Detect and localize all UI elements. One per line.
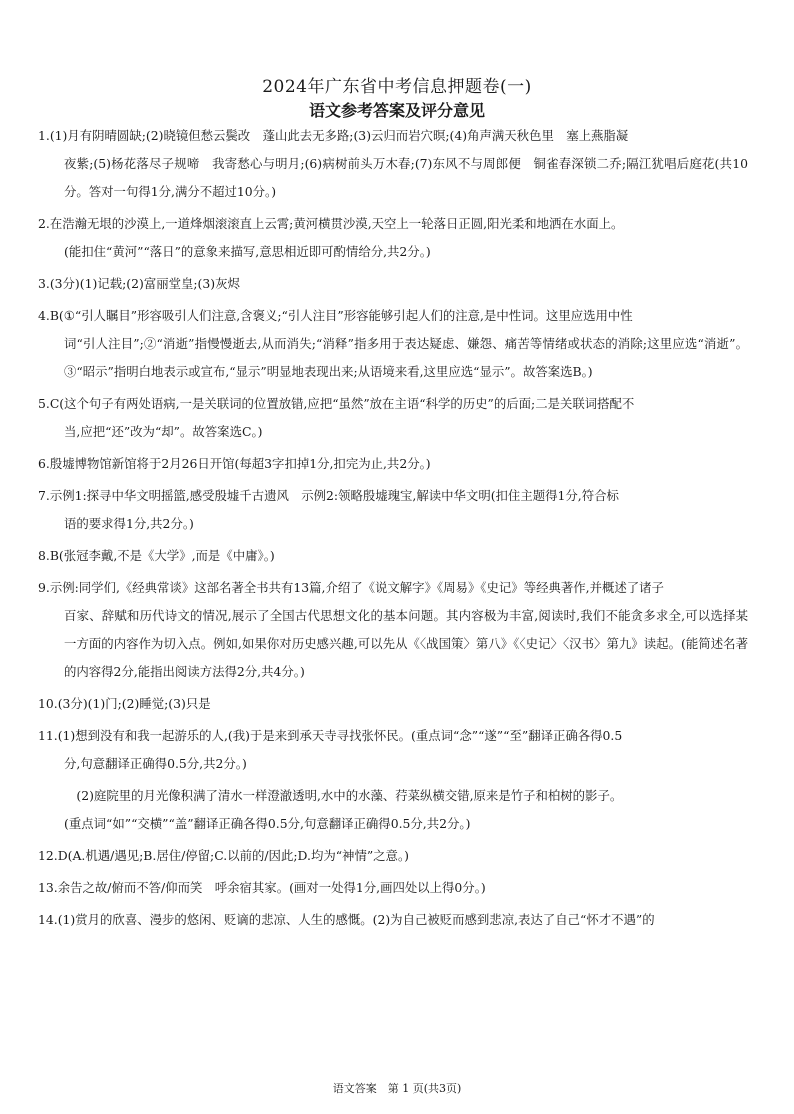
answer-continuation: (能扣住“黄河”“落日”的意象来描写,意思相近即可酌情给分,共2分。) xyxy=(64,244,431,259)
answer-line: 1.(1)月有阴晴圆缺;(2)晓镜但愁云鬓改 蓬山此去无多路;(3)云归而岩穴暝;(4)角声满天秋色里 塞上燕脂凝 xyxy=(38,128,629,143)
answer-line: 9.示例:同学们,《经典常谈》这部名著全书共有13篇,介绍了《说文解字》《周易》《史记》等经典著作,并概述了诸子 xyxy=(38,580,664,595)
answer-continuation: 夜紫;(5)杨花落尽子规啼 我寄愁心与明月;(6)病树前头万木春;(7)东风不与周郎便 铜雀春深锁二乔;隔江犹唱后庭花(共10分。答对一句得1分,满分不超过10分。) xyxy=(64,156,748,199)
answer-line: (2)庭院里的月光像积满了清水一样澄澈透明,水中的水藻、荇菜纵横交错,原来是竹子和柏树的影子。 xyxy=(64,788,623,803)
answer-subtitle: 语文参考答案及评分意见 xyxy=(308,101,485,120)
answer-item xyxy=(38,542,748,570)
answer-line: 7.示例1:探寻中华文明摇篮,感受殷墟千古遗风 示例2:领略殷墟瑰宝,解读中华文明(扣住主题得1分,符合标 xyxy=(38,488,619,503)
answer-item xyxy=(38,874,748,902)
answer-line: 2.在浩瀚无垠的沙漠上,一道烽烟滚滚直上云霄;黄河横贯沙漠,天空上一轮落日正圆,阳光柔和地洒在水面上。 xyxy=(38,216,624,231)
page-footer: 语文答案 第 1 页(共3页) xyxy=(332,1082,462,1095)
answer-item xyxy=(38,302,748,386)
answer-item xyxy=(38,270,748,298)
exam-title: 2024年广东省中考信息押题卷(一) xyxy=(262,77,532,97)
answer-line: 5.C(这个句子有两处语病,一是关联词的位置放错,应把“虽然”放在主语“科学的历史”的后面;二是关联词搭配不 xyxy=(38,396,635,411)
answer-item xyxy=(38,842,748,870)
answer-continuation: (重点词“如”“交横”“盖”翻译正确各得0.5分,句意翻译正确得0.5分,共2分。) xyxy=(64,816,471,831)
answer-line: 10.(3分)(1)门;(2)睡觉;(3)只是 xyxy=(38,696,211,711)
answer-line: 13.余告之故/俯而不答/仰而笑 呼余宿其家。(画对一处得1分,画四处以上得0分。) xyxy=(38,880,486,895)
answer-line: 4.B(①“引人瞩目”形容吸引人们注意,含褒义;“引人注目”形容能够引起人们的注意,是中性词。这里应选用中性 xyxy=(38,308,633,323)
answer-continuation: 分,句意翻译正确得0.5分,共2分。) xyxy=(64,756,247,771)
answer-line: 12.D(A.机遇/遇见;B.居住/停留;C.以前的/因此;D.均为“神情”之意。) xyxy=(38,848,409,863)
answer-item xyxy=(38,450,748,478)
answer-item xyxy=(38,482,748,538)
answer-continuation: 词“引人注目”;②“消逝”指慢慢逝去,从而消失;“消释”指多用于表达疑虑、嫌怨、痛苦等情绪或状态的消除;这里应选“消逝”。③“昭示”指明白地表示或宣布,“显示”明显地表现出来;从语境来看,这里应选“显示”。故答案选B。) xyxy=(64,336,748,379)
answer-list xyxy=(38,122,748,938)
answer-item xyxy=(38,782,748,838)
answer-line: 14.(1)赏月的欣喜、漫步的悠闲、贬谪的悲凉、人生的感慨。(2)为自己被贬而感到悲凉,表达了自己“怀才不遇”的 xyxy=(38,912,655,927)
answer-continuation: 百家、辞赋和历代诗文的情况,展示了全国古代思想文化的基本问题。其内容极为丰富,阅读时,我们不能贪多求全,可以选择某一方面的内容作为切入点。例如,如果你对历史感兴趣,可以先从《〈战国策〉第八》《〈史记〉〈汉书〉第九》读起。(能简述名著的内容得2分,能指出阅读方法得2分,共4分。) xyxy=(64,608,748,679)
answer-continuation: 当,应把“还”改为“却”。故答案选C。) xyxy=(64,424,263,439)
answer-item xyxy=(38,690,748,718)
answer-item xyxy=(38,574,748,686)
answer-line: 6.殷墟博物馆新馆将于2月26日开馆(每超3字扣掉1分,扣完为止,共2分。) xyxy=(38,456,431,471)
answer-item xyxy=(38,210,748,266)
answer-item xyxy=(38,122,748,206)
answer-item xyxy=(38,906,748,934)
answer-line: 8.B(张冠李戴,不是《大学》,而是《中庸》。) xyxy=(38,548,275,563)
answer-item xyxy=(38,722,748,778)
answer-line: 11.(1)想到没有和我一起游乐的人,(我)于是来到承天寺寻找张怀民。(重点词“念”“遂”“至”翻译正确各得0.5 xyxy=(38,728,623,743)
answer-line: 3.(3分)(1)记载;(2)富丽堂皇;(3)灰烬 xyxy=(38,276,240,291)
answer-item xyxy=(38,390,748,446)
answer-continuation: 语的要求得1分,共2分。) xyxy=(64,516,194,531)
